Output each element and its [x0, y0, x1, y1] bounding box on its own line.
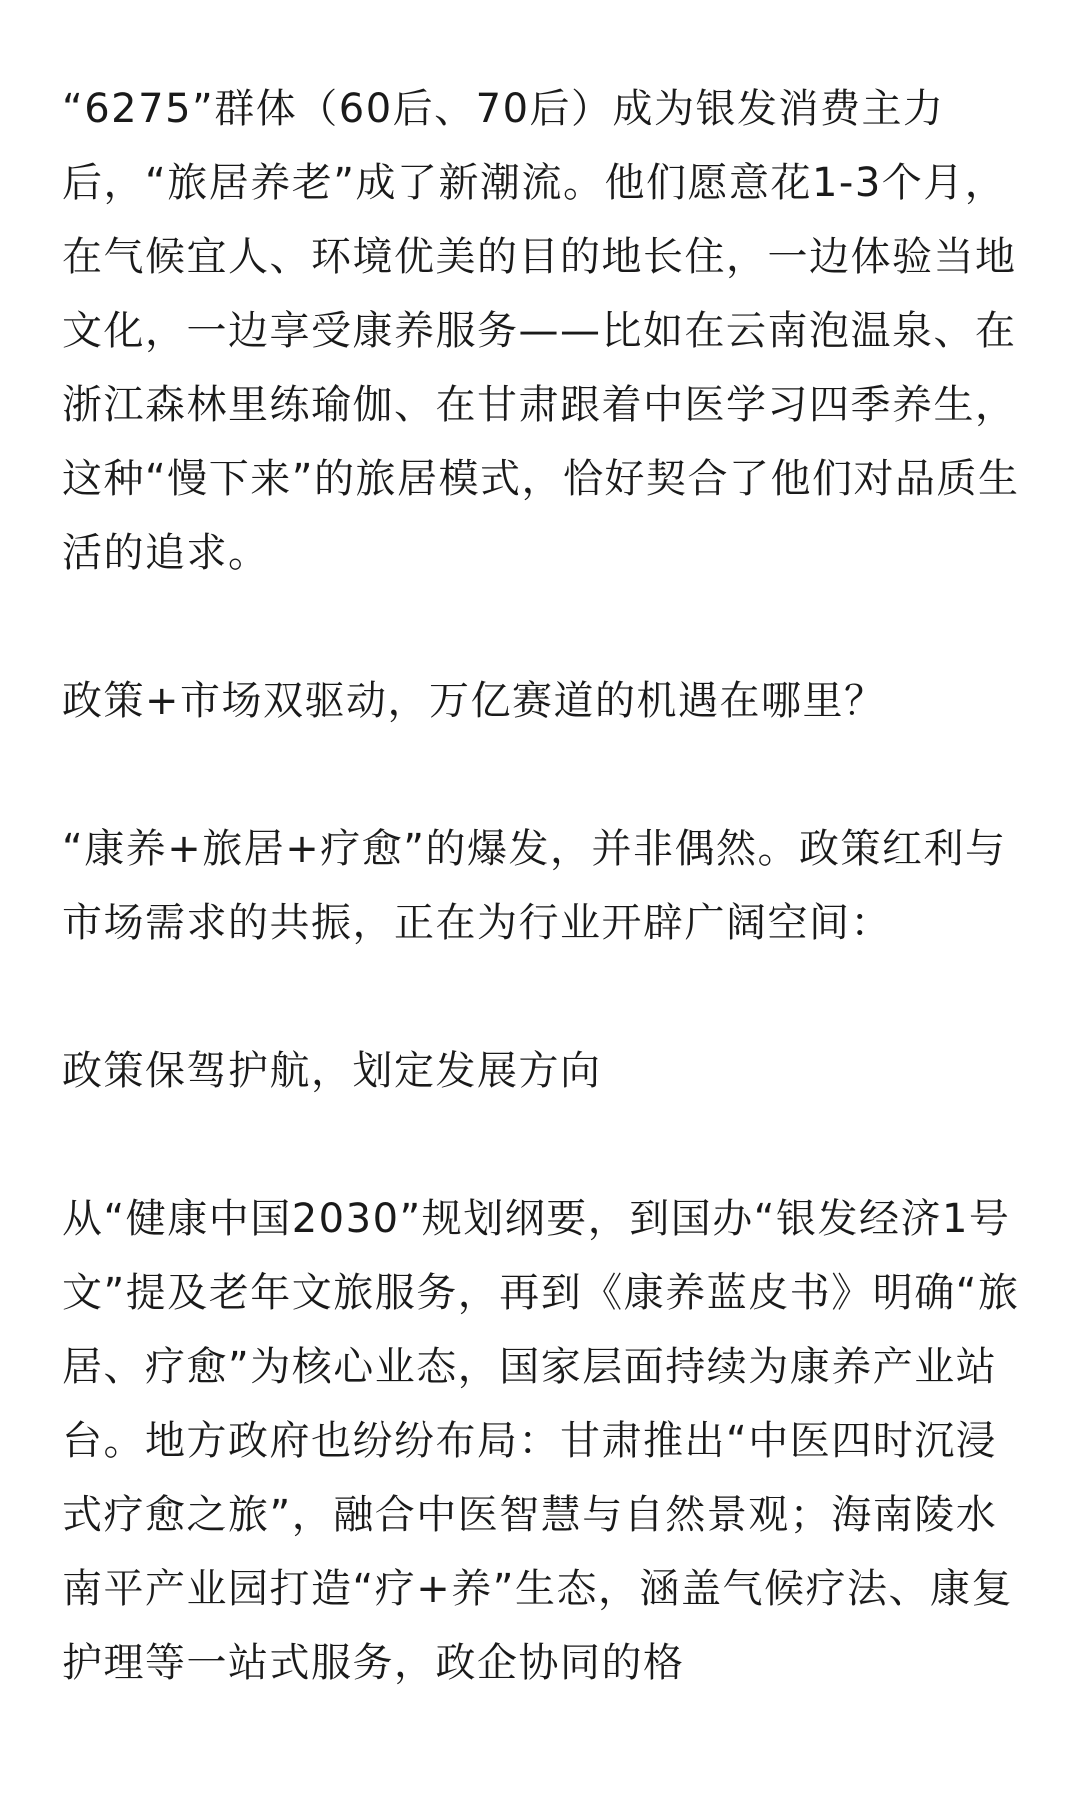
paragraph-silver-travel: “6275”群体（60后、70后）成为银发消费主力后，“旅居养老”成了新潮流。他们愿意花1-3个月，在气候宜人、环境优美的目的地长住，一边体验当地文化，一边享受康养服务——比如在云南泡温泉、在浙江森林里练瑜伽、在甘肃跟着中医学习四季养生，这种“慢下来”的旅居模式，恰好契合了他们对品质生活的追求。 [62, 86, 1020, 576]
paragraph-drivers: “康养+旅居+疗愈”的爆发，并非偶然。政策红利与市场需求的共振，正在为行业开辟广阔空间： [62, 826, 1007, 946]
article-body [62, 72, 1022, 1700]
section-question: 政策+市场双驱动，万亿赛道的机遇在哪里？ [62, 678, 886, 724]
paragraph-policy: 从“健康中国2030”规划纲要，到国办“银发经济1号文”提及老年文旅服务，再到《康养蓝皮书》明确“旅居、疗愈”为核心业态，国家层面持续为康养产业站台。地方政府也纷纷布局：甘肃推出“中医四时沉浸式疗愈之旅”，融合中医智慧与自然景观；海南陵水南平产业园打造“疗+养”生态，涵盖气候疗法、康复护理等一站式服务，政企协同的格 [62, 1196, 1020, 1686]
subheading-policy: 政策保驾护航，划定发展方向 [62, 1048, 602, 1094]
